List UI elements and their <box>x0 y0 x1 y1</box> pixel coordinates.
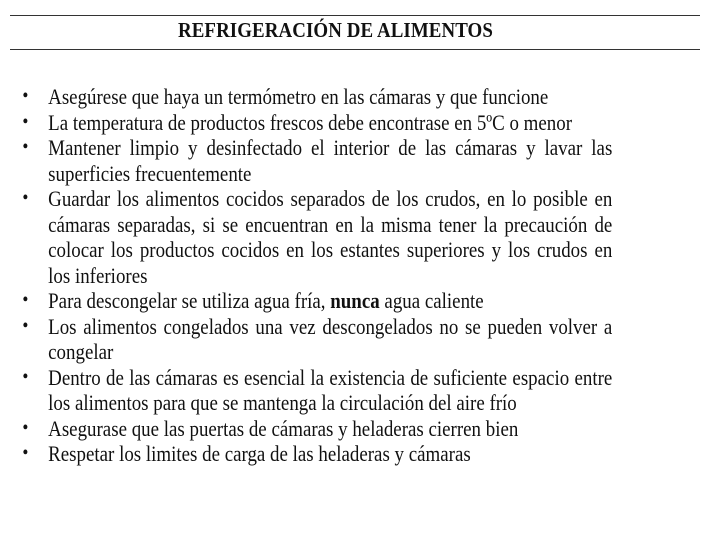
list-item <box>0 314 636 365</box>
title-underline <box>10 49 700 50</box>
list-item <box>0 441 636 467</box>
list-item <box>0 110 636 136</box>
list-item <box>0 84 636 110</box>
list-item-text: Dentro de las cámaras es esencial la existencia de suficiente espacio entre los alimentos para que se mantenga la circulación del aire frío <box>48 364 613 415</box>
list-item <box>0 135 636 186</box>
bullet-marker: • <box>22 314 29 337</box>
bullet-marker: • <box>22 442 29 464</box>
bullet-marker: • <box>22 110 29 133</box>
list-item-text: Asegurase que las puertas de cámaras y heladeras cierren bien <box>48 415 519 441</box>
list-item <box>0 365 636 416</box>
list-item-text <box>48 288 612 314</box>
top-rule <box>10 15 700 16</box>
list-item-text: Guardar los alimentos cocidos separados de los crudos, en lo posible en cámaras separadas, si se encuentran en la misma tener la precaución de colocar los productos cocidos en los estantes superiores y los crudos en los inferiores <box>48 186 613 288</box>
emphasis-never: nunca <box>330 288 380 313</box>
list-item <box>0 416 636 442</box>
bullet-marker: • <box>22 365 29 388</box>
list-item-text: La temperatura de productos frescos debe encontrase en 5ºC o menor <box>48 109 573 135</box>
list-item-text: Mantener limpio y desinfectado el interior de las cámaras y lavar las superficies frecuentemente <box>48 135 613 186</box>
list-item-text-start: Para descongelar se utiliza agua fría, <box>48 288 331 313</box>
list-item-text: Respetar los limites de carga de las heladeras y cámaras <box>48 441 471 466</box>
list-item-text-end: agua caliente <box>379 288 484 313</box>
bullet-list <box>0 84 720 467</box>
bullet-marker: • <box>22 416 29 439</box>
list-item-text: Asegúrese que haya un termómetro en las cámaras y que funcione <box>48 84 549 109</box>
bullet-marker: • <box>22 85 29 107</box>
bullet-marker: • <box>22 136 29 158</box>
list-item <box>0 186 636 288</box>
page-title: REFRIGERACIÓN DE ALIMENTOS <box>178 18 493 42</box>
bullet-marker: • <box>22 187 29 209</box>
bullet-marker: • <box>22 289 29 311</box>
list-item-text: Los alimentos congelados una vez descongelados no se pueden volver a congelar <box>48 313 613 364</box>
list-item <box>0 288 636 314</box>
